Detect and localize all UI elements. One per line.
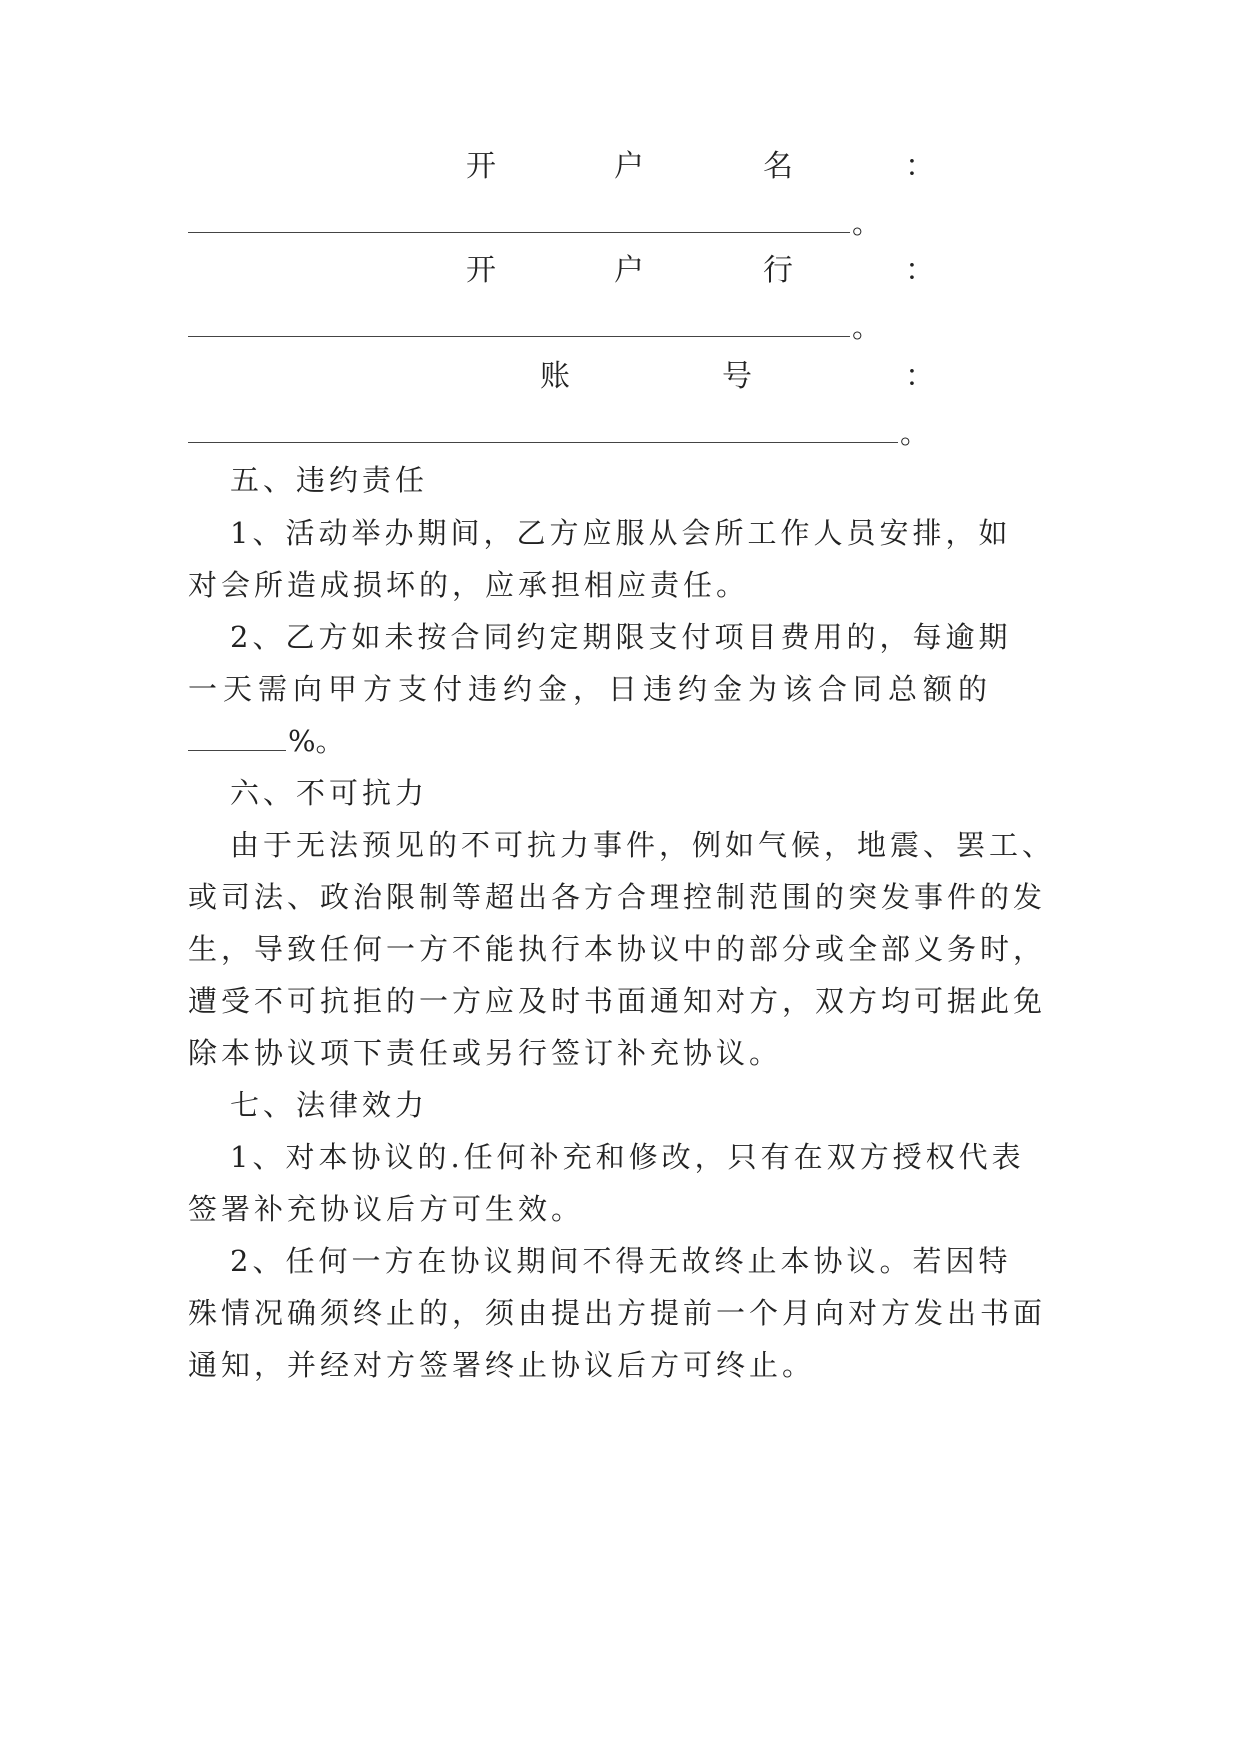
section-7-p2-line-3: 通知，并经对方签署终止协议后方可终止。 [188,1348,816,1382]
section-5-title: 五、违约责任 [230,463,429,497]
account-name-char-3: 名 [763,149,793,184]
bank-name-char-2: 户 [614,253,644,288]
account-no-blank-line [188,408,929,458]
account-name-char-1: 开 [466,149,496,184]
account-name-end: 。 [852,206,882,240]
section-5-p1-line-1: 1、活动举办期间，乙方应服从会所工作人员安排，如 [230,516,1012,550]
bank-name-end: 。 [852,310,882,344]
account-no-char-1: 账 [540,359,570,394]
section-5-p1-line-2: 对会所造成损坏的，应承担相应责任。 [188,568,750,602]
section-5-p2-line-2: 一天需向甲方支付违约金，日违约金为该合同总额的 [188,672,994,706]
account-name-colon: ： [905,149,935,184]
section-6-line-4: 遭受不可抗拒的一方应及时书面通知对方，双方均可据此免 [188,984,1047,1018]
penalty-rate-suffix: %。 [288,724,345,758]
bank-name-colon: ： [905,253,935,288]
section-7-p1-line-2: 签署补充协议后方可生效。 [188,1192,585,1226]
account-no-blank[interactable] [188,416,898,443]
account-name-blank[interactable] [188,206,850,233]
section-7-title: 七、法律效力 [230,1088,429,1122]
section-6-line-3: 生，导致任何一方不能执行本协议中的部分或全部义务时， [188,932,1047,966]
section-7-p2-line-1: 2、任何一方在协议期间不得无故终止本协议。若因特 [230,1244,1012,1278]
account-no-end: 。 [900,416,930,450]
section-6-title: 六、不可抗力 [230,776,429,810]
section-5-p2-line-3 [188,716,345,766]
penalty-rate-blank[interactable] [188,724,286,751]
section-6-line-2: 或司法、政治限制等超出各方合理控制范围的突发事件的发 [188,880,1047,914]
account-name-blank-line [188,198,881,248]
section-5-p2-line-1: 2、乙方如未按合同约定期限支付项目费用的，每逾期 [230,620,1012,654]
account-no-colon: ： [905,359,935,394]
bank-name-blank-line [188,302,881,352]
bank-name-char-3: 行 [763,253,793,288]
bank-name-char-1: 开 [466,253,496,288]
section-7-p1-line-1: 1、对本协议的.任何补充和修改，只有在双方授权代表 [230,1140,1025,1174]
account-no-char-2: 号 [722,359,752,394]
section-6-line-5: 除本协议项下责任或另行签订补充协议。 [188,1036,783,1070]
section-7-p2-line-2: 殊情况确须终止的，须由提出方提前一个月向对方发出书面 [188,1296,1047,1330]
account-name-char-2: 户 [614,149,644,184]
bank-name-blank[interactable] [188,310,850,337]
section-6-line-1: 由于无法预见的不可抗力事件，例如气候，地震、罢工、 [230,828,1056,862]
